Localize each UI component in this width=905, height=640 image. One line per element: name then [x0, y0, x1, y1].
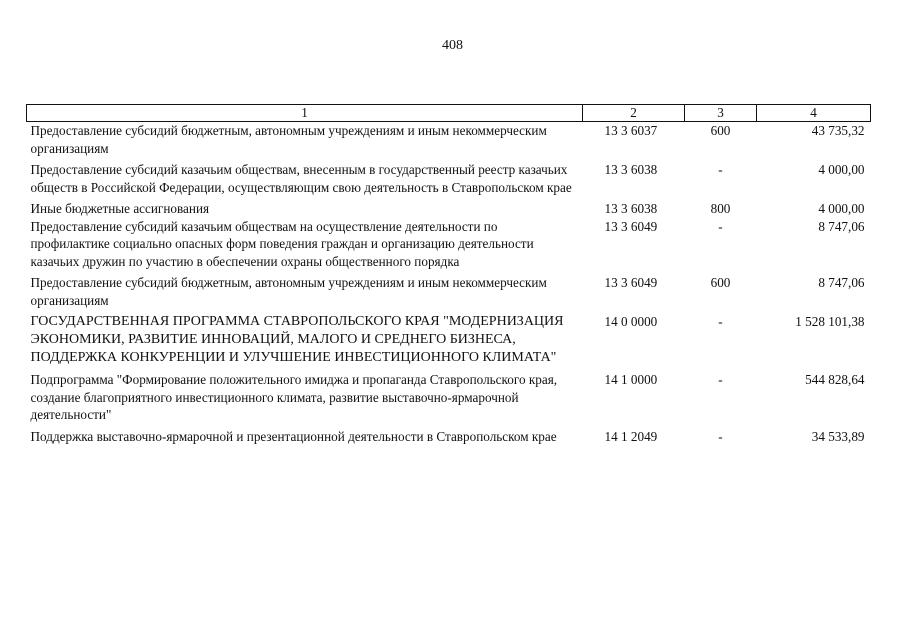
table-row	[27, 200, 871, 218]
row-amount: 4 000,00	[818, 162, 865, 177]
row-name: Иные бюджетные ассигнования	[30, 201, 210, 216]
row-amount: 8 747,06	[818, 218, 865, 234]
row-amount: 1 528 101,38	[795, 314, 865, 329]
row-type: -	[718, 162, 723, 177]
row-code: 13 3 6038	[604, 162, 658, 177]
row-amount: 34 533,89	[811, 428, 865, 444]
row-name: Предоставление субсидий казачьим обществам, внесенным в государственный реестр казачьих обществ в Российской Федерации, осуществляющим свою деятельность в Ставропольском крае	[30, 162, 572, 195]
row-code: 14 0 0000	[604, 314, 658, 329]
table-body	[27, 122, 871, 446]
row-code: 14 1 2049	[604, 428, 658, 444]
header-col-2: 2	[583, 105, 685, 122]
row-type: 800	[710, 201, 731, 216]
header-col-4: 4	[757, 105, 871, 122]
row-type: 600	[710, 123, 731, 138]
table-row	[27, 313, 871, 371]
row-name: ГОСУДАРСТВЕННАЯ ПРОГРАММА СТАВРОПОЛЬСКОГО КРАЯ "МОДЕРНИЗАЦИЯ ЭКОНОМИКИ, РАЗВИТИЕ ИННОВАЦИЙ, МАЛОГО И СРЕДНЕГО БИЗНЕСА, ПОДДЕРЖКА КОНКУРЕНЦИИ И УЛУЧШЕНИЕ ИНВЕСТИЦИОННОГО КЛИМАТА"	[30, 314, 564, 365]
row-name: Поддержка выставочно-ярмарочной и презентационной деятельности в Ставропольском крае	[30, 428, 557, 444]
budget-table	[26, 104, 871, 445]
row-code: 14 1 0000	[604, 372, 658, 387]
row-code: 13 3 6038	[604, 201, 658, 216]
row-type: -	[718, 372, 723, 387]
row-type: 600	[710, 275, 731, 290]
row-name: Предоставление субсидий бюджетным, автономным учреждениям и иным некоммерческим организациям	[30, 123, 547, 156]
row-name: Подпрограмма "Формирование положительного имиджа и пропаганда Ставропольского края, создание благоприятного инвестиционного климата, развитие выставочно-ярмарочной деятельности"	[30, 372, 558, 422]
table-row	[27, 161, 871, 200]
table-row	[27, 122, 871, 162]
row-amount: 43 735,32	[811, 123, 865, 138]
table-row	[27, 428, 871, 446]
page-number: 408	[442, 38, 463, 53]
header-row	[27, 105, 871, 122]
header-col-3: 3	[685, 105, 757, 122]
header-col-1: 1	[27, 105, 583, 122]
row-amount: 4 000,00	[818, 201, 865, 216]
row-type: -	[718, 428, 723, 444]
row-code: 13 3 6049	[604, 218, 658, 234]
table-row	[27, 218, 871, 275]
row-name: Предоставление субсидий бюджетным, автономным учреждениям и иным некоммерческим организациям	[30, 275, 547, 308]
row-type: -	[718, 314, 723, 329]
table-header	[27, 105, 871, 122]
row-amount: 8 747,06	[818, 275, 865, 290]
table-row	[27, 371, 871, 428]
row-type: -	[718, 218, 723, 234]
row-amount: 544 828,64	[805, 372, 865, 387]
row-code: 13 3 6049	[604, 275, 658, 290]
row-name: Предоставление субсидий казачьим обществам на осуществление деятельности по профилактике социально опасных форм поведения граждан и организацию деятельности казачьих дружин по участию в обеспечении охраны общественного порядка	[30, 218, 534, 269]
row-code: 13 3 6037	[604, 123, 658, 138]
table-row	[27, 274, 871, 313]
